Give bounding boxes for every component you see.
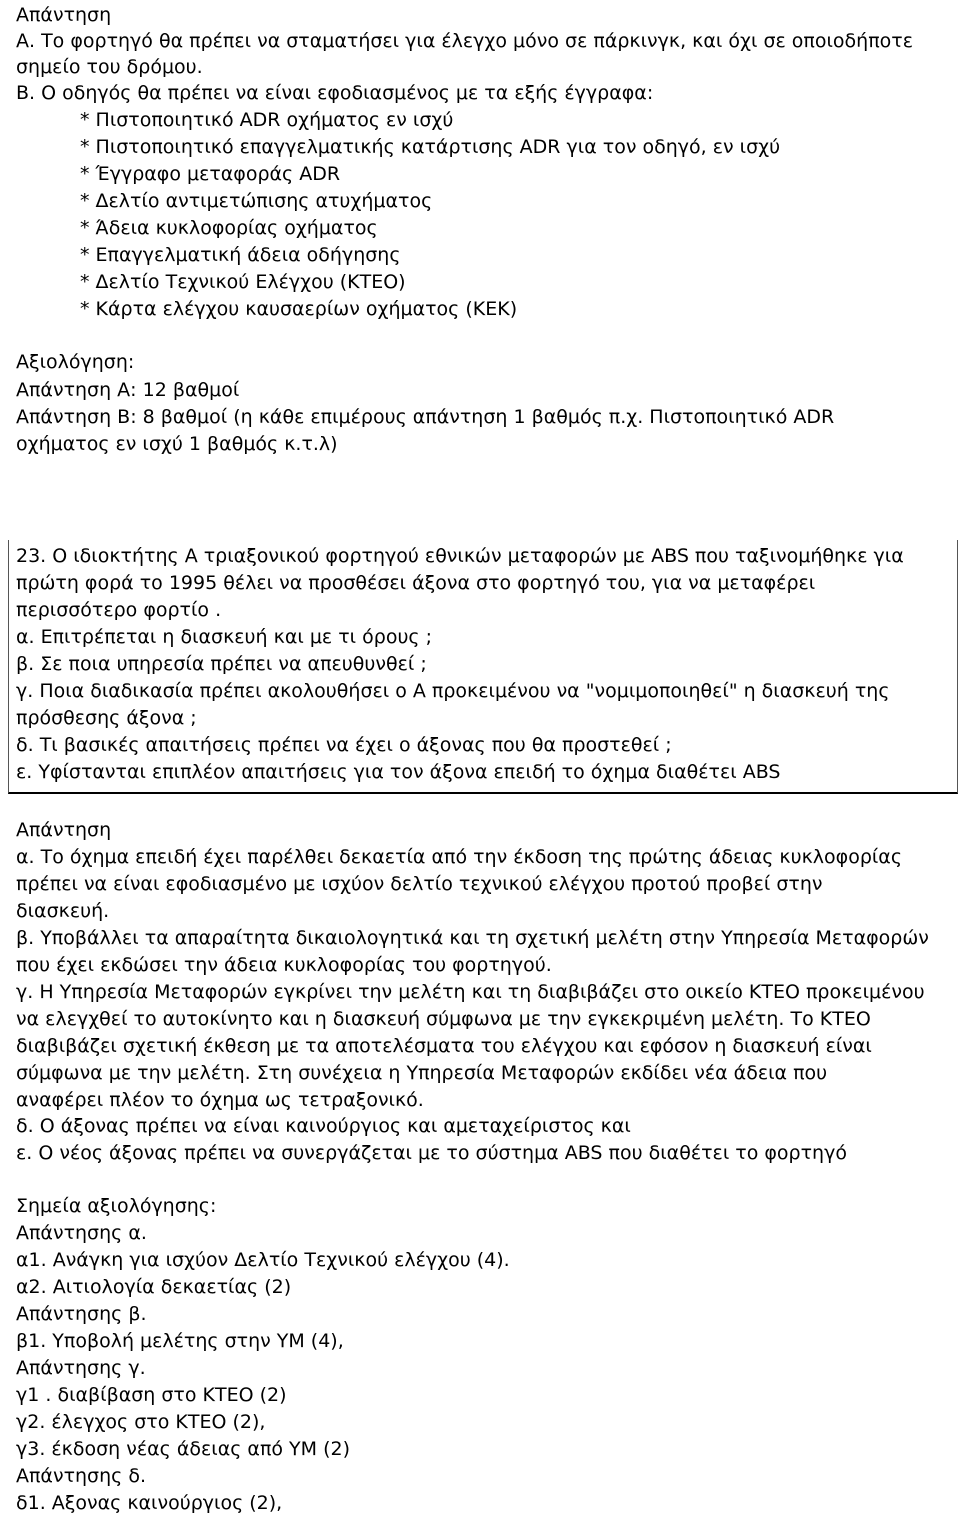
question-line: πρώτη φορά το 1995 θέλει να προσθέσει άξονα στο φορτηγό του, για να μεταφέρει bbox=[16, 572, 816, 594]
scoring-line: γ3. έκδοση νέας άδειας από ΥΜ (2) bbox=[16, 1438, 350, 1460]
question-line: ε. Υφίστανται επιπλέον απαιτήσεις για τον άξονα επειδή το όχημα διαθέτει ABS bbox=[16, 761, 781, 783]
question-line: α. Επιτρέπεται η διασκευή και με τι όρους ; bbox=[16, 626, 433, 648]
answer-a-line-1: Α. Το φορτηγό θα πρέπει να σταματήσει για έλεγχο μόνο σε πάρκινγκ, και όχι σε οποιοδήποτε bbox=[16, 30, 913, 52]
question-line: δ. Τι βασικές απαιτήσεις πρέπει να έχει ο άξονας που θα προστεθεί ; bbox=[16, 734, 672, 756]
answer-heading: Απάντηση bbox=[16, 4, 112, 26]
answer-line: γ. Η Υπηρεσία Μεταφορών εγκρίνει την μελέτη και τη διαβιβάζει στο οικείο ΚΤΕΟ προκειμένου bbox=[16, 981, 925, 1003]
document-item: * Επαγγελματική άδεια οδήγησης bbox=[80, 244, 401, 266]
answer-line: που έχει εκδώσει την άδεια κυκλοφορίας του φορτηγού. bbox=[16, 954, 552, 976]
scoring-line: γ2. έλεγχος στο ΚΤΕΟ (2), bbox=[16, 1411, 266, 1433]
document-item: * Πιστοποιητικό επαγγελματικής κατάρτισης ADR για τον οδηγό, εν ισχύ bbox=[80, 136, 781, 158]
answer-line: πρέπει να είναι εφοδιασμένο με ισχύον δελτίο τεχνικού ελέγχου προτού προβεί στην bbox=[16, 873, 823, 895]
answer-line: αναφέρει πλέον το όχημα ως τετραξονικό. bbox=[16, 1089, 424, 1111]
answer-line: διαβιβάζει σχετική έκθεση με τα αποτελέσματα του ελέγχου και εφόσον η διασκευή είναι bbox=[16, 1035, 872, 1057]
answer-line: ε. Ο νέος άξονας πρέπει να συνεργάζεται με το σύστημα ABS που διαθέτει το φορτηγό bbox=[16, 1142, 847, 1164]
answer-line: α. Το όχημα επειδή έχει παρέλθει δεκαετία από την έκδοση της πρώτης άδειας κυκλοφορίας bbox=[16, 846, 902, 868]
document-item: * Δελτίο αντιμετώπισης ατυχήματος bbox=[80, 190, 433, 212]
answer-line: β. Υποβάλλει τα απαραίτητα δικαιολογητικά και τη σχετική μελέτη στην Υπηρεσία Μεταφορών bbox=[16, 927, 929, 949]
scoring-line: Σημεία αξιολόγησης: bbox=[16, 1195, 217, 1217]
document-item: * Κάρτα ελέγχου καυσαερίων οχήματος (ΚΕΚ) bbox=[80, 298, 518, 320]
document-item: * Άδεια κυκλοφορίας οχήματος bbox=[80, 217, 378, 239]
document-item: * Δελτίο Τεχνικού Ελέγχου (ΚΤΕΟ) bbox=[80, 271, 406, 293]
scoring-line: γ1 . διαβίβαση στο ΚΤΕΟ (2) bbox=[16, 1384, 287, 1406]
answer-line: Απάντηση bbox=[16, 819, 112, 841]
question-line: γ. Ποια διαδικασία πρέπει ακολουθήσει ο Α προκειμένου να "νομιμοποιηθεί" η διασκευή της bbox=[16, 680, 890, 702]
document-item: * Έγγραφο μεταφοράς ADR bbox=[80, 163, 341, 185]
answer-a-line-2: σημείο του δρόμου. bbox=[16, 56, 203, 78]
answer-line: δ. Ο άξονας πρέπει να είναι καινούργιος και αμεταχείριστος και bbox=[16, 1115, 631, 1137]
evaluation-a: Απάντηση Α: 12 βαθμοί bbox=[16, 379, 240, 401]
answer-line: να ελεγχθεί το αυτοκίνητο και η διασκευή σύμφωνα με την εγκεκριμένη μελέτη. Το ΚΤΕΟ bbox=[16, 1008, 871, 1030]
answer-line: διασκευή. bbox=[16, 900, 110, 922]
scoring-line: α2. Αιτιολογία δεκαετίας (2) bbox=[16, 1276, 292, 1298]
question-line: περισσότερο φορτίο . bbox=[16, 599, 222, 621]
question-line: β. Σε ποια υπηρεσία πρέπει να απευθυνθεί ; bbox=[16, 653, 427, 675]
question-line: 23. Ο ιδιοκτήτης Α τριαξονικού φορτηγού εθνικών μεταφορών με ABS που ταξινομήθηκε για bbox=[16, 545, 904, 567]
scoring-line: Απάντησης α. bbox=[16, 1222, 147, 1244]
evaluation-heading: Αξιολόγηση: bbox=[16, 351, 135, 373]
question-line: πρόσθεσης άξονα ; bbox=[16, 707, 197, 729]
scoring-line: Απάντησης β. bbox=[16, 1303, 147, 1325]
scoring-line: Απάντησης γ. bbox=[16, 1357, 146, 1379]
scoring-line: Απάντησης δ. bbox=[16, 1465, 146, 1487]
scoring-line: α1. Ανάγκη για ισχύον Δελτίο Τεχνικού ελέγχου (4). bbox=[16, 1249, 510, 1271]
scoring-line: δ1. Αξονας καινούργιος (2), bbox=[16, 1492, 283, 1514]
evaluation-b-line-1: Απάντηση Β: 8 βαθμοί (η κάθε επιμέρους απάντηση 1 βαθμός π.χ. Πιστοποιητικό ADR bbox=[16, 406, 835, 428]
answer-line: σύμφωνα με την μελέτη. Στη συνέχεια η Υπηρεσία Μεταφορών εκδίδει νέα άδεια που bbox=[16, 1062, 828, 1084]
document-item: * Πιστοποιητικό ADR οχήματος εν ισχύ bbox=[80, 109, 454, 131]
scoring-line: β1. Υποβολή μελέτης στην ΥΜ (4), bbox=[16, 1330, 344, 1352]
answer-b-intro: Β. Ο οδηγός θα πρέπει να είναι εφοδιασμένος με τα εξής έγγραφα: bbox=[16, 82, 654, 104]
evaluation-b-line-2: οχήματος εν ισχύ 1 βαθμός κ.τ.λ) bbox=[16, 433, 338, 455]
